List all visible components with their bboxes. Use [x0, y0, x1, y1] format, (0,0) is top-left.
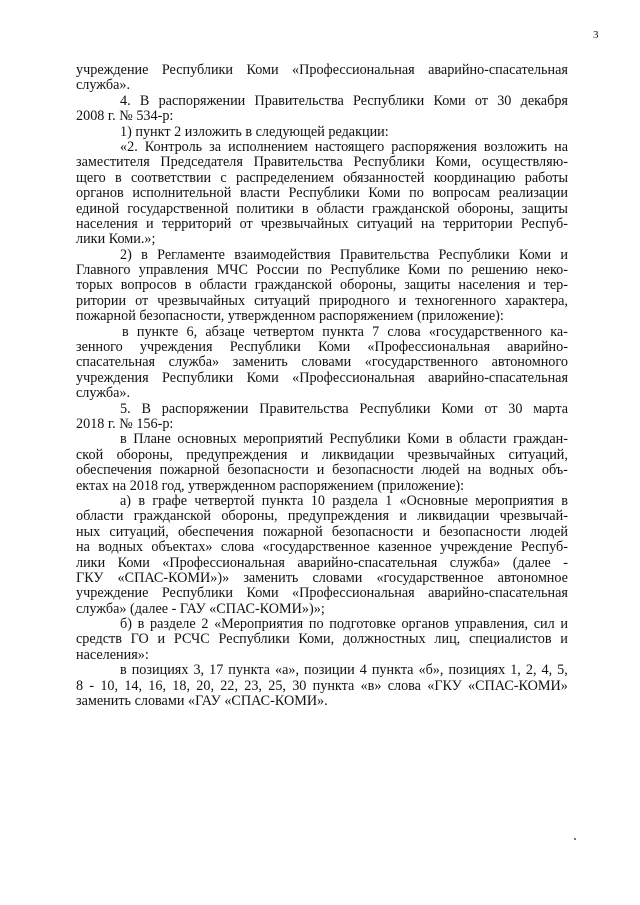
text-line: 4. В распоряжении Правительства Республики Коми от 30 декабря	[120, 92, 568, 109]
text-line: в пункте 6, абзаце четвертом пункта 7 слова «государственного ка-	[122, 323, 568, 340]
page-number: 3	[593, 29, 599, 41]
text-line: в позициях 3, 17 пункта «а», позиции 4 пункта «б», позициях 1, 2, 4, 5,	[120, 662, 568, 679]
text-line: заменить словами «ГАУ «СПАС-КОМИ».	[76, 693, 328, 710]
text-line: б) в разделе 2 «Мероприятия по подготовке органов управления, сил и	[120, 616, 568, 633]
text-line: лики Коми.»;	[76, 231, 156, 248]
text-line: Главного управления МЧС России по Республике Коми по решению неко-	[76, 262, 568, 279]
text-line: зенного учреждения Республики Коми «Профессиональная аварийно-	[76, 339, 568, 356]
text-line: области гражданской обороны, предупреждения и ликвидации чрезвычай-	[76, 508, 568, 525]
text-line: пожарной безопасности, утвержденном распоряжением (приложение):	[76, 308, 504, 325]
text-line: 2018 г. № 156-р:	[76, 415, 174, 432]
text-line: 5. В распоряжении Правительства Республики Коми от 30 марта	[120, 400, 568, 417]
text-line: ГКУ «СПАС-КОМИ»)» заменить словами «государственное автономное	[76, 569, 568, 586]
scan-speck	[574, 838, 576, 840]
text-line: лики Коми «Профессиональная аварийно-спасательная служба» (далее -	[76, 554, 568, 571]
text-line: учреждение Республики Коми «Профессиональная аварийно-спасательная	[76, 585, 568, 602]
text-line: единой государственной политики в области гражданской обороны, защиты	[76, 200, 568, 217]
document-body	[76, 63, 568, 709]
text-line: 2) в Регламенте взаимодействия Правительства Республики Коми и	[120, 246, 568, 263]
text-line: ектах на 2018 год, утвержденном распоряжением (приложение):	[76, 477, 465, 494]
text-line: ритории от чрезвычайных ситуаций природного и техногенного характера,	[76, 292, 568, 309]
text-line: спасательная служба» заменить словами «государственного автономного	[76, 354, 568, 371]
text-line: 2008 г. № 534-р:	[76, 108, 174, 125]
text-line: средств ГО и РСЧС Республики Коми, должностных лиц, специалистов и	[76, 631, 568, 648]
text-line: служба» (далее - ГАУ «СПАС-КОМИ»)»;	[76, 600, 325, 617]
text-line: органов исполнительной власти Республики Коми по вопросам реализации	[76, 185, 568, 202]
text-line: а) в графе четвертой пункта 10 раздела 1 «Основные мероприятия в	[120, 492, 568, 509]
text-line: ской обороны, предупреждения и ликвидации чрезвычайных ситуаций,	[76, 446, 568, 463]
text-line: населения»:	[76, 646, 149, 663]
text-line: «2. Контроль за исполнением настоящего распоряжения возложить на	[120, 138, 568, 155]
text-line: служба».	[76, 385, 131, 402]
text-line: служба».	[76, 77, 131, 94]
text-line: 8 - 10, 14, 16, 18, 20, 22, 23, 25, 30 пункта «в» слова «ГКУ «СПАС-КОМИ»	[76, 677, 568, 694]
text-line: обеспечения пожарной безопасности и безопасности людей на водных объ-	[76, 462, 568, 479]
text-line: торых вопросов в области гражданской обороны, защиты населения и тер-	[76, 277, 568, 294]
text-line: заместителя Председателя Правительства Республики Коми, осуществляю-	[76, 154, 568, 171]
text-line: в Плане основных мероприятий Республики Коми в области граждан-	[120, 431, 568, 448]
text-line: учреждения Республики Коми «Профессиональная аварийно-спасательная	[76, 369, 568, 386]
text-line: ных ситуаций, обеспечения пожарной безопасности и безопасности людей	[76, 523, 568, 540]
text-line: щего в соответствии с распределением обязанностей координацию работы	[76, 169, 568, 186]
text-line: на водных объектах» слова «государственное казенное учреждение Респуб-	[76, 539, 568, 556]
text-line: населения и территорий от чрезвычайных ситуаций на территории Респуб-	[76, 215, 568, 232]
text-line: 1) пункт 2 изложить в следующей редакции:	[120, 123, 389, 140]
text-line: учреждение Республики Коми «Профессиональная аварийно-спасательная	[76, 62, 568, 78]
